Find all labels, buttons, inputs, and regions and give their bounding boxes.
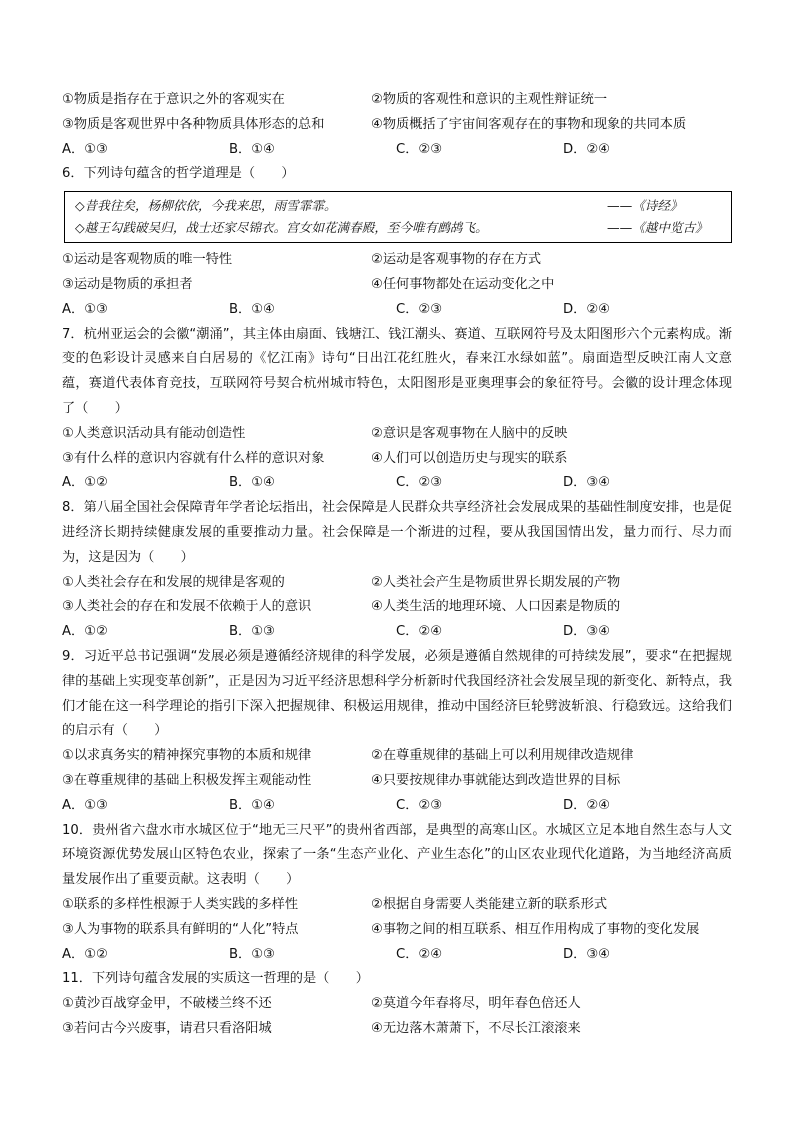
q8-option-4: ④人类生活的地理环境、人口因素是物质的 xyxy=(371,599,621,615)
q10-option-1: ①联系的多样性根源于人类实践的多样性 xyxy=(62,896,299,912)
q11-option-4: ④无边落木萧萧下，不尽长江滚滚来 xyxy=(371,1020,581,1036)
q6-poem-2-text: ◇越王勾践破吴归，战士还家尽锦衣。宫女如花满春殿，至今唯有鹧鸪飞。 xyxy=(75,220,488,236)
q10-choices xyxy=(62,943,732,968)
q8-option-2: ②人类社会产生是物质世界长期发展的产物 xyxy=(371,574,621,590)
q5-choice-a: A．①③ xyxy=(62,141,108,157)
q5-choice-c: C．②③ xyxy=(396,141,443,157)
q6-choices xyxy=(62,298,732,323)
q9-choices xyxy=(62,794,732,819)
q6-options-row2 xyxy=(62,273,732,298)
q10-option-4: ④事物之间的相互联系、相互作用构成了事物的变化发展 xyxy=(371,921,700,937)
q10-choice-c: C．②④ xyxy=(396,946,443,962)
q8-choice-c: C．②④ xyxy=(396,624,443,640)
q9-option-4: ④只要按规律办事就能达到改造世界的目标 xyxy=(371,772,621,788)
q9-choice-c: C．②③ xyxy=(396,797,443,813)
q11-option-1: ①黄沙百战穿金甲，不破楼兰终不还 xyxy=(62,996,272,1012)
q10-options-row2 xyxy=(62,918,732,943)
exam-page xyxy=(62,88,732,1042)
q10-option-3: ③人为事物的联系具有鲜明的“人化”特点 xyxy=(62,921,299,937)
q5-option-2: ②物质的客观性和意识的主观性辩证统一 xyxy=(371,92,608,107)
q10-choice-a: A．①② xyxy=(62,946,108,962)
q10-options-row1 xyxy=(62,893,732,918)
q11-option-2: ②莫道今年春将尽，明年春色倍还人 xyxy=(371,996,581,1012)
q6-options-row1 xyxy=(62,248,732,273)
q9-options-row1 xyxy=(62,744,732,769)
q6-choice-c: C．②③ xyxy=(396,301,443,317)
q7-option-3: ③有什么样的意识内容就有什么样的意识对象 xyxy=(62,450,325,466)
q11-option-3: ③若问古今兴废事，请君只看洛阳城 xyxy=(62,1020,272,1036)
q5-options-row2 xyxy=(62,113,732,138)
q6-option-3: ③运动是物质的承担者 xyxy=(62,276,193,292)
q7-choices xyxy=(62,471,732,496)
q6-poem-2-source: ——《越中览古》 xyxy=(607,220,708,236)
q8-stem: 8．第八届全国社会保障青年学者论坛指出，社会保障是人民群众共享经济社会发展成果的基础性制度安排，也是促进经济长期持续健康发展的重要推动力量。社会保障是一个渐进的过程，要从我国国情出发，量力而行、尽力而为，这是因为（ ） xyxy=(62,500,732,565)
q6-option-4: ④任何事物都处在运动变化之中 xyxy=(371,276,555,292)
q5-choice-d: D．②④ xyxy=(563,141,610,157)
q10-choice-b: B．①③ xyxy=(229,946,275,962)
q11-stem: 11．下列诗句蕴含发展的实质这一哲理的是（ ） xyxy=(62,971,369,987)
q6-poem-1-source: ——《诗经》 xyxy=(607,198,683,214)
q8-choice-b: B．①③ xyxy=(229,624,275,640)
q5-options-row1 xyxy=(62,88,732,113)
q9-option-1: ①以求真务实的精神探究事物的本质和规律 xyxy=(62,748,312,764)
q7-choice-b: B．①④ xyxy=(229,475,275,491)
q6-choice-b: B．①④ xyxy=(229,301,275,317)
q6-stem: 6．下列诗句蕴含的哲学道理是（ ） xyxy=(62,166,295,182)
q5-choice-b: B．①④ xyxy=(229,141,275,157)
q6-poem-box xyxy=(64,191,732,243)
q6-option-1: ①运动是客观物质的唯一特性 xyxy=(62,252,233,268)
q7-option-4: ④人们可以创造历史与现实的联系 xyxy=(371,450,568,466)
q5-choices xyxy=(62,138,732,163)
q5-option-4: ④物质概括了宇宙间客观存在的事物和现象的共同本质 xyxy=(371,116,687,132)
q9-option-3: ③在尊重规律的基础上积极发挥主观能动性 xyxy=(62,772,312,788)
q6-choice-a: A．①③ xyxy=(62,301,108,317)
q5-option-3: ③物质是客观世界中各种物质具体形态的总和 xyxy=(62,116,325,132)
q8-options-row2 xyxy=(62,595,732,620)
q8-choices xyxy=(62,620,732,645)
q8-option-1: ①人类社会存在和发展的规律是客观的 xyxy=(62,574,285,590)
q9-option-2: ②在尊重规律的基础上可以利用规律改造规律 xyxy=(371,748,634,764)
q10-choice-d: D．③④ xyxy=(563,946,610,962)
q7-option-1: ①人类意识活动具有能动创造性 xyxy=(62,425,246,441)
q6-poem-1-text: ◇昔我往矣，杨柳依依，今我来思，雨雪霏霏。 xyxy=(75,198,337,214)
q11-options-row1 xyxy=(62,992,732,1017)
q9-stem: 9．习近平总书记强调“发展必须是遵循经济规律的科学发展，必须是遵循自然规律的可持续发展”，要求“在把握规律的基础上实现变革创新”，正是因为习近平经济思想科学分析新时代我国经济社会发展呈现的新变化、新特点，我们才能在这一科学理论的指引下深入把握规律、积极运用规律，推动中国经济巨轮劈波斩浪、行稳致远。这给我们的启示有（ ） xyxy=(62,648,732,739)
q9-options-row2 xyxy=(62,769,732,794)
q6-option-2: ②运动是客观事物的存在方式 xyxy=(371,252,542,268)
q8-choice-d: D．③④ xyxy=(563,624,610,640)
q7-choice-c: C．②③ xyxy=(396,475,443,491)
q10-option-2: ②根据自身需要人类能建立新的联系形式 xyxy=(371,896,608,912)
q7-choice-a: A．①② xyxy=(62,475,108,491)
q9-choice-b: B．①④ xyxy=(229,797,275,813)
q8-option-3: ③人类社会的存在和发展不依赖于人的意识 xyxy=(62,599,312,615)
q6-poem-1 xyxy=(75,195,725,217)
q7-options-row1 xyxy=(62,422,732,447)
q6-poem-2 xyxy=(75,217,725,239)
q5-option-1: ①物质是指存在于意识之外的客观实在 xyxy=(62,92,285,107)
q9-choice-a: A．①③ xyxy=(62,797,108,813)
q7-option-2: ②意识是客观事物在人脑中的反映 xyxy=(371,425,568,441)
q11-options-row2 xyxy=(62,1017,732,1042)
q8-choice-a: A．①② xyxy=(62,624,108,640)
q7-choice-d: D．③④ xyxy=(563,475,610,491)
q10-stem: 10．贵州省六盘水市水城区位于“地无三尺平”的贵州省西部，是典型的高寒山区。水城区立足本地自然生态与人文环境资源优势发展山区特色农业，探索了一条“生态产业化、产业生态化”的山区农业现代化道路，为当地经济高质量发展作出了重要贡献。这表明（ ） xyxy=(62,822,732,888)
q7-options-row2 xyxy=(62,447,732,472)
q9-choice-d: D．②④ xyxy=(563,797,610,813)
q6-choice-d: D．②④ xyxy=(563,301,610,317)
q8-options-row1 xyxy=(62,571,732,596)
q7-stem: 7．杭州亚运会的会徽“潮涌”，其主体由扇面、钱塘江、钱江潮头、赛道、互联网符号及太阳图形六个元素构成。渐变的色彩设计灵感来自白居易的《忆江南》诗句“日出江花红胜火，春来江水绿如蓝”。扇面造型反映江南人文意蕴，赛道代表体育竞技，互联网符号契合杭州城市特色，太阳图形是亚奥理事会的象征符号。会徽的设计理念体现了（ ） xyxy=(62,326,732,416)
